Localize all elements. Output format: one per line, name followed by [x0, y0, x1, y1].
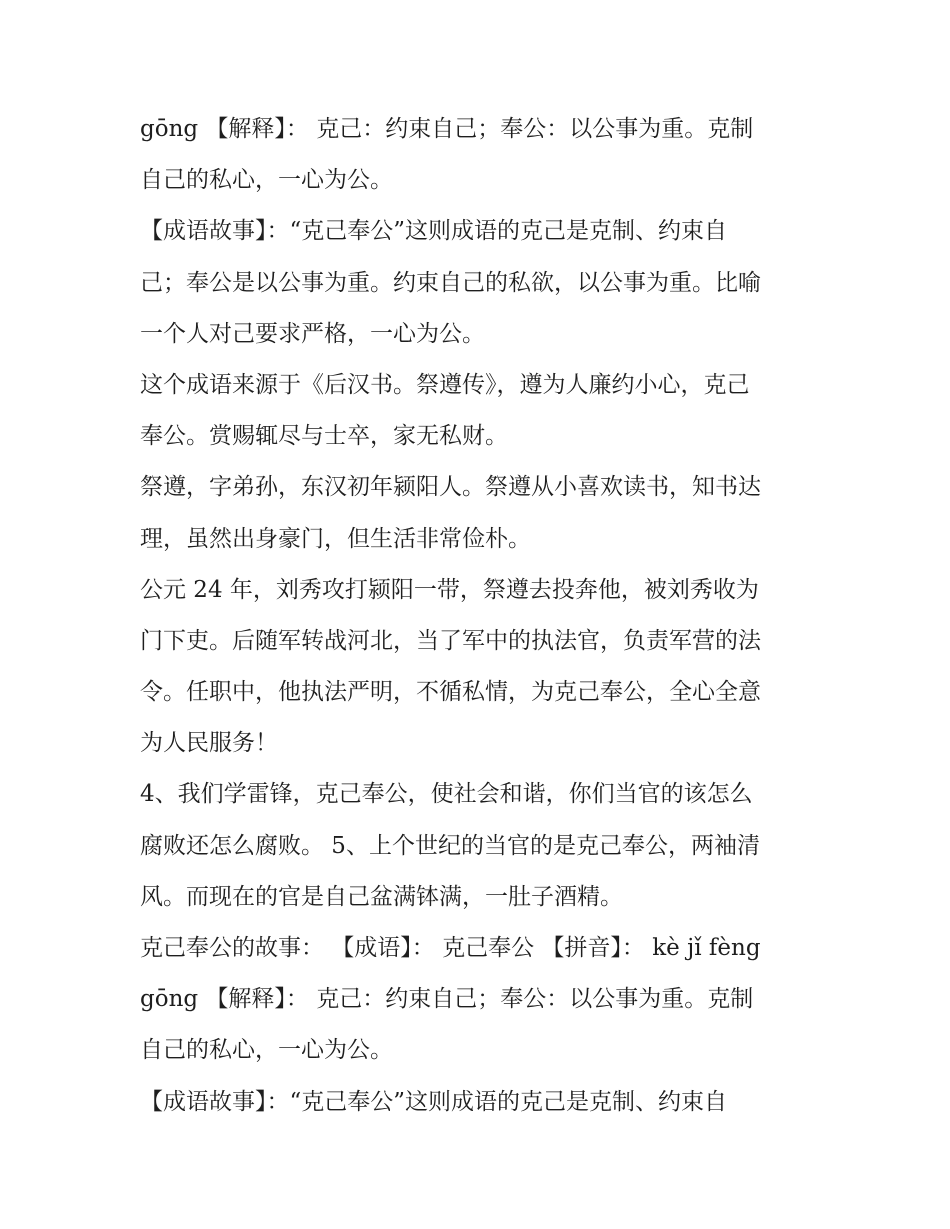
- text-line: 这个成语来源于《后汉书。祭遵传》，遵为人廉约小心，克己: [140, 371, 750, 398]
- text-line: 4、我们学雷锋，克己奉公，使社会和谐，你们当官的该怎么: [140, 781, 753, 808]
- text-line: 自己的私心，一心为公。: [140, 167, 393, 194]
- text-line: 【成语故事】：“克己奉公”这则成语的克己是克制、约束自: [140, 1088, 728, 1115]
- text-line: 门下吏。后随军转战河北，当了军中的执法官，负责军营的法: [140, 627, 761, 654]
- text-line: gōng 【解释】： 克己：约束自己；奉公：以公事为重。克制: [140, 116, 754, 142]
- text-line: 一个人对己要求严格，一心为公。: [140, 320, 485, 347]
- text-line: 奉公。赏赐辄尽与士卒，家无私财。: [140, 423, 508, 450]
- text-line: 【成语故事】：“克己奉公”这则成语的克己是克制、约束自: [140, 218, 728, 245]
- text-line: 己；奉公是以公事为重。约束自己的私欲，以公事为重。比喻: [140, 269, 761, 296]
- text-line: 自己的私心，一心为公。: [140, 1037, 393, 1064]
- text-line: 理，虽然出身豪门，但生活非常俭朴。: [140, 525, 531, 552]
- text-line: 风。而现在的官是自己盆满钵满，一肚子酒精。: [140, 883, 623, 910]
- document-body: [140, 104, 820, 1128]
- text-line: 克己奉公的故事： 【成语】： 克己奉公 【拼音】： kè jǐ fèng: [140, 935, 761, 961]
- text-line: 令。任职中，他执法严明，不循私情，为克己奉公，全心全意: [140, 679, 761, 706]
- text-line: 公元 24 年，刘秀攻打颍阳一带，祭遵去投奔他，被刘秀收为: [140, 576, 759, 603]
- text-line: 为人民服务！: [140, 730, 278, 757]
- text-line: 祭遵，字弟孙，东汉初年颍阳人。祭遵从小喜欢读书，知书达: [140, 474, 761, 501]
- text-line: 腐败还怎么腐败。 5、上个世纪的当官的是克己奉公，两袖清: [140, 832, 760, 859]
- text-line: gōng 【解释】： 克己：约束自己；奉公：以公事为重。克制: [140, 986, 754, 1013]
